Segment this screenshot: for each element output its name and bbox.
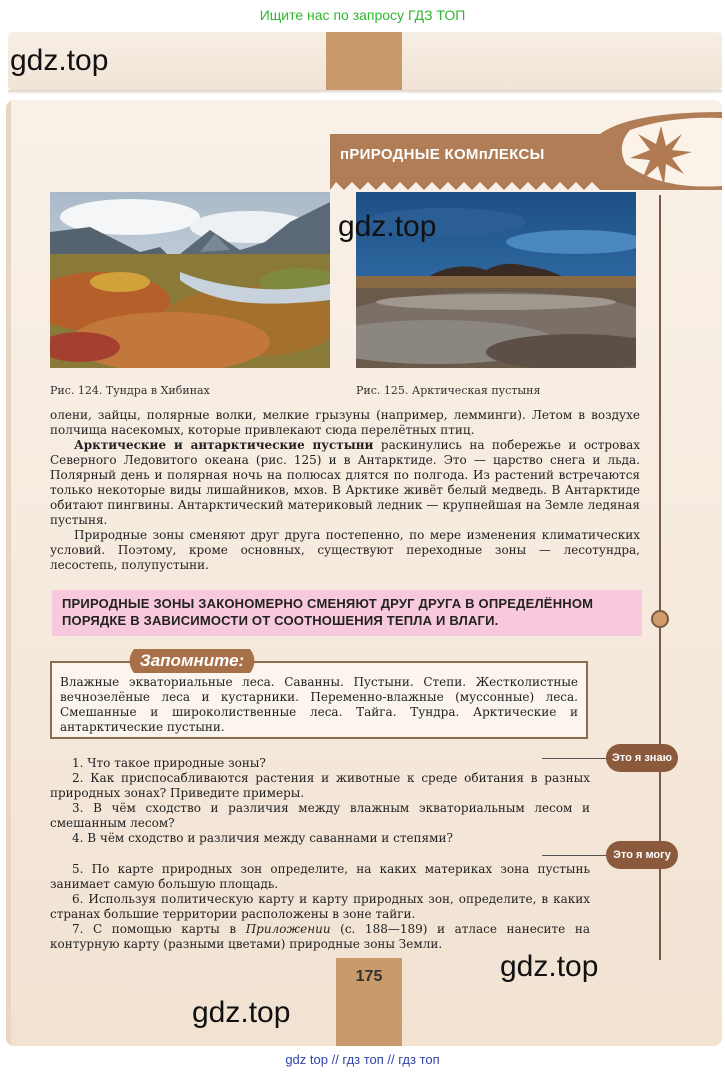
- header-strip: [8, 32, 722, 90]
- main-text: [50, 408, 640, 573]
- question-6: 6. Используя политическую карту и карту природных зон, определите, в каких странах большие территории расположены в зоне тайги.: [50, 892, 590, 921]
- margin-dot: [651, 610, 669, 628]
- question-7: 7. С помощью карты в Приложении (с. 188—189) и атласе нанесите на контурную карту (разными цветами) природные зоны Земли.: [50, 922, 590, 951]
- questions-apply: [50, 862, 590, 952]
- footer-links[interactable]: gdz top // гдз топ // гдз топ: [285, 1052, 440, 1067]
- question-4: 4. В чём сходство и различия между саваннами и степями?: [72, 831, 453, 845]
- question-1: 1. Что такое природные зоны?: [72, 756, 266, 770]
- star-icon: [626, 122, 696, 192]
- key-statement: ПРИРОДНЫЕ ЗОНЫ ЗАКОНОМЕРНО СМЕНЯЮТ ДРУГ ДРУГА В ОПРЕДЕЛЁННОМ ПОРЯДКЕ В ЗАВИСИМОСТИ ОТ СООТНОШЕНИЯ ТЕПЛА И ВЛАГИ.: [52, 590, 642, 636]
- paragraph-3: Природные зоны сменяют друг друга постепенно, по мере изменения климатических условий. Поэтому, кроме основных, существуют переходные зоны — лесотундра, лесостепь, полупустыни.: [50, 528, 640, 572]
- watermark-bottom-right: gdz.top: [500, 950, 599, 983]
- tundra-photo: [50, 192, 330, 368]
- question-3: 3. В чём сходство и различия между влажным экваториальным лесом и смешанным лесом?: [50, 801, 590, 830]
- question-5: 5. По карте природных зон определите, на каких материках зона пустынь занимает самую большую площадь.: [50, 862, 590, 891]
- question-2: 2. Как приспосабливаются растения и животные к среде обитания в разных природных зонах? Приведите примеры.: [50, 771, 590, 800]
- paragraph-2-term: Арктические и антарктические пустыни: [74, 438, 374, 452]
- paragraph-1: олени, зайцы, полярные волки, мелкие грызуны (например, лемминги). Летом в воздухе полчища насекомых, которые привлекают сюда перелётных птиц.: [50, 408, 640, 437]
- header-tab: [326, 32, 402, 90]
- remember-label: Запомните:: [139, 651, 245, 670]
- watermark-bottom-left: gdz.top: [192, 996, 291, 1029]
- watermark-top: gdz.top: [10, 44, 109, 77]
- textbook-page: [6, 100, 722, 1046]
- page-number: 175: [355, 968, 383, 985]
- figure-125-caption: Рис. 125. Арктическая пустыня: [356, 384, 541, 397]
- top-promo-link[interactable]: Ищите нас по запросу ГДЗ ТОП: [259, 7, 466, 23]
- section-banner: [330, 112, 722, 190]
- section-title: пРИРОДНЫЕ КОМпЛЕКСЫ: [340, 146, 545, 163]
- remember-text: Влажные экваториальные леса. Саванны. Пустыни. Степи. Жестколистные вечнозелёные леса и кустарники. Переменно-влажные (муссонные) леса. Смешанные и широколиственные леса. Тайга. Тундра. Арктические и антарктические пустыни.: [60, 675, 578, 734]
- remember-badge: [124, 648, 260, 674]
- questions-known: [50, 756, 590, 846]
- badge-i-can: Это я могу: [606, 841, 678, 869]
- badge-i-know: Это я знаю: [606, 744, 678, 772]
- figure-124-caption: Рис. 124. Тундра в Хибинах: [50, 384, 210, 397]
- paragraph-2: Арктические и антарктические пустыни раскинулись на побережье и островах Северного Ледовитого океана (рис. 125) и в Антарктиде. Это — царство снега и льда. Полярный день и полярная ночь на полюсах длятся по полгода. Из растений встречаются только некоторые виды лишайников, мхов. В Арктике живёт белый медведь. В Антарктиде обитают пингвины. Антарктический материковый ледник — крупнейшая на Земле ледяная пустыня.: [50, 438, 640, 527]
- watermark-photo: gdz.top: [338, 210, 437, 243]
